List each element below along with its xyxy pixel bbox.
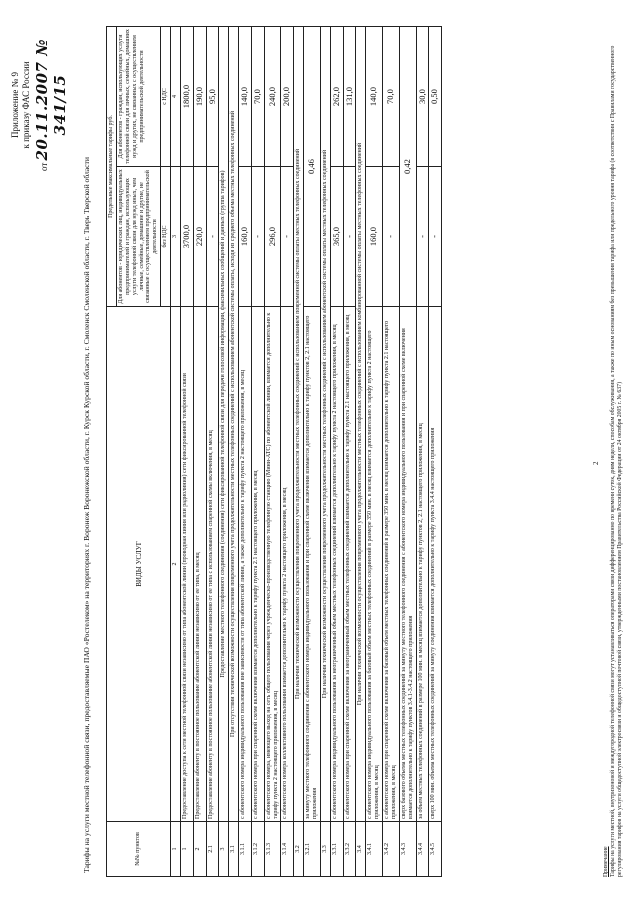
table-row bbox=[239, 26, 252, 876]
col-number-2: 2 bbox=[171, 307, 181, 822]
row-number: 3.4.3 bbox=[399, 822, 416, 877]
row-number: 3.4 bbox=[356, 822, 366, 877]
section-row bbox=[294, 26, 304, 876]
table-row bbox=[343, 26, 356, 876]
tariff-legal-entities: - bbox=[206, 167, 219, 307]
appendix-number: Приложение № 9 bbox=[10, 72, 20, 138]
tariff-legal-entities: 365,0 bbox=[330, 167, 343, 307]
table-row bbox=[206, 26, 219, 876]
service-description: Предоставление абоненту в постоянное пользование абонентской линии независимо от ее типа, в месяц bbox=[193, 307, 206, 822]
tariff-legal-entities: 220,0 bbox=[193, 167, 206, 307]
tariff-citizens: 95,0 bbox=[206, 26, 219, 166]
tariff-legal-entities: - bbox=[281, 167, 294, 307]
tariff-citizens: 190,0 bbox=[193, 26, 206, 166]
section-row bbox=[219, 26, 229, 876]
table-row bbox=[304, 26, 321, 876]
header-tariffs: Предельные максимальные тарифы руб. bbox=[107, 26, 117, 306]
tariff-citizens: 70,0 bbox=[382, 26, 399, 166]
note-block bbox=[603, 17, 625, 877]
service-description: с абонентского номера при спаренной схеме включения за неограниченный объем местных телефонных соединений взимается дополнительно к тарифу пункта 2.1 настоящего приложения, в месяц bbox=[343, 307, 356, 822]
note-text: Тарифы на услуги местной, внутризоновой и междугородной телефонной связи могут устанавливаться операторами связи дифференцированно по времени суток, дням недели, способам обслуживания, а также по иным основаниям без превышения тарифа или предельного уровня тарифа (в соответствии с Правилами государственного регулирования тарифов на услуги общедоступной электросвязи и общедоступной почтовой связи, утвержденными постановлением Правительства Российской Федерации от 24 октября 2005 г. № 637) bbox=[610, 45, 624, 877]
header-col-b: Для абонентов - граждан, использующих услуги телефонной связи для личных, семейных, домашних нужд и других, не связанных с осуществлением предпринимательской деятельности bbox=[116, 26, 160, 166]
row-number: 2 bbox=[193, 822, 206, 877]
tariff-citizens: 1800,0 bbox=[181, 26, 194, 166]
tariff-citizens: 30,0 bbox=[416, 26, 429, 166]
header-num: №№ пунктов bbox=[107, 822, 171, 877]
tariff-citizens: 140,0 bbox=[366, 26, 383, 166]
table-row bbox=[399, 26, 416, 876]
table-row bbox=[264, 26, 281, 876]
row-number: 3.2 bbox=[294, 822, 304, 877]
service-description: с абонентского номера при спаренной схеме включения за базовый объем местных телефонных соединений в размере 350 мин. в месяц взимается дополнительно к тарифу пункта 2.1 настоящего приложения, в месяц bbox=[382, 307, 399, 822]
service-description: сверх базового объема местных телефонных соединений за минуту местного телефонного соединения с абонентского номера индивидуального пользования и при спаренной схеме включения взимается дополнительно к тарифу пунктов 3.4.1-3.4.2 настоящего приложения bbox=[399, 307, 416, 822]
tariff-citizens: 200,0 bbox=[281, 26, 294, 166]
tariff-shared: 0,46 bbox=[304, 26, 321, 306]
row-number: 3 bbox=[219, 822, 229, 877]
row-number: 3.1 bbox=[229, 822, 239, 877]
service-description: Предоставление доступа к сети местной телефонной связи независимо от типа абонентской линии (проводная линия или радиолиния) сети фиксированной телефонной связи bbox=[181, 307, 194, 822]
tariff-citizens: 0,50 bbox=[429, 26, 442, 166]
section-row bbox=[320, 26, 330, 876]
table-row bbox=[281, 26, 294, 876]
row-number: 3.4.1 bbox=[366, 822, 383, 877]
row-number: 3.4.4 bbox=[416, 822, 429, 877]
tariff-citizens: 240,0 bbox=[264, 26, 281, 166]
tariff-legal-entities: - bbox=[429, 167, 442, 307]
tariff-legal-entities: 160,0 bbox=[366, 167, 383, 307]
header-service: ВИДЫ УСЛУГ bbox=[107, 307, 171, 822]
col-number-3: 3 bbox=[171, 167, 181, 307]
tariff-legal-entities: 3700,0 bbox=[181, 167, 194, 307]
table-row bbox=[251, 26, 264, 876]
row-number: 3.1.2 bbox=[251, 822, 264, 877]
page-number: 2 bbox=[592, 461, 600, 465]
handwritten-order-number: 20.11.2007 № 341/15 bbox=[32, 38, 70, 161]
table-row bbox=[366, 26, 383, 876]
section-title: При отсутствии технической возможности осуществления повременного учета продолжительности местных телефонных соединений с использованием абонентской системы оплаты, исходя из среднего объема местных телефонных соединений bbox=[229, 26, 239, 821]
service-description: за минуту местного телефонного соединения с абонентского номера индивидуального пользования и при спаренной схеме включения взимается дополнительно к тарифу пунктов 2, 2.1 настоящего приложения bbox=[304, 307, 321, 822]
table-row bbox=[382, 26, 399, 876]
row-number: 1 bbox=[181, 822, 194, 877]
note-label: Примечание bbox=[603, 846, 609, 877]
section-title: Предоставление местного телефонного соединения (соединения) сети фиксированной телефонной связи для передачи голосовой информации, факсимильных сообщений и данных (группа тарифов) bbox=[219, 26, 229, 821]
service-description: с абонентского номера коллективного пользования взимается дополнительно к тарифу пункта 2 настоящего приложения, в месяц bbox=[281, 307, 294, 822]
tariff-legal-entities: - bbox=[416, 167, 429, 307]
table-row bbox=[193, 26, 206, 876]
document-title: Тарифы на услуги местной телефонной связи, предоставляемые ПАО «Ростелеком» на территориях г. Воронеж Воронежской области, г. Курск Курской области, г. Смоленск Смоленской области, г. Тверь Тверской области bbox=[82, 157, 91, 873]
header-without-vat: без НДС bbox=[161, 167, 171, 307]
tariff-legal-entities: - bbox=[251, 167, 264, 307]
row-number: 3.1.3 bbox=[264, 822, 281, 877]
section-title: При наличии технической возможности осуществления повременного учета продолжительности местных телефонных соединений с использованием повременной системы оплаты местных телефонных соединений bbox=[294, 26, 304, 821]
col-number-1: 1 bbox=[171, 822, 181, 877]
table-row bbox=[181, 26, 194, 876]
service-description: с абонентского номера индивидуального пользования за базовый объем местных телефонных соединений в размере 350 мин. в месяц взимается дополнительно к тарифу пункта 2 настоящего приложения, в месяц bbox=[366, 307, 383, 822]
appendix-date-prefix: от bbox=[38, 162, 49, 172]
tariff-table bbox=[106, 26, 442, 877]
row-number: 3.1.1 bbox=[239, 822, 252, 877]
service-description: за объем местных телефонных соединений в размере 100 мин. в месяц взимается дополнительно к тарифу пунктов 2, 2.1 настоящего приложения, в месяц bbox=[416, 307, 429, 822]
tariff-shared: 0,42 bbox=[399, 26, 416, 306]
row-number: 3.3.1 bbox=[330, 822, 343, 877]
tariff-table-body bbox=[181, 26, 442, 876]
tariff-legal-entities: - bbox=[343, 167, 356, 307]
section-row bbox=[356, 26, 366, 876]
row-number: 3.4.5 bbox=[429, 822, 442, 877]
service-description: Предоставление абоненту в постоянное пользование абонентской линии независимо от ее типа с использованием спаренной схемы включения, в месяц bbox=[206, 307, 219, 822]
header-col-a: Для абонентов - юридических лиц, индивидуальных предпринимателей и граждан, использующих услуги телефонной связи для нужд иных, чем личные, семейные, домашние и другие, не связанные с осуществлением предпринимательской деятельности bbox=[116, 167, 160, 307]
table-row bbox=[429, 26, 442, 876]
row-number: 3.3.2 bbox=[343, 822, 356, 877]
section-title: При наличии технической возможности осуществления повременного учета продолжительности местных телефонных соединений с использованием абонентской системы оплаты местных телефонных соединений bbox=[320, 26, 330, 821]
appendix-block bbox=[10, 20, 70, 190]
tariff-citizens: 140,0 bbox=[239, 26, 252, 166]
tariff-citizens: 131,0 bbox=[343, 26, 356, 166]
service-description: с абонентского номера при спаренной схеме включения взимается дополнительно к тарифу пункта 2.1 настоящего приложения, в месяц bbox=[251, 307, 264, 822]
section-row bbox=[229, 26, 239, 876]
table-row bbox=[330, 26, 343, 876]
appendix-order: к приказу ФАС России bbox=[21, 61, 32, 149]
table-row bbox=[416, 26, 429, 876]
tariff-citizens: 262,0 bbox=[330, 26, 343, 166]
service-description: с абонентского номера, имеющего выход на сеть общего пользования через учрежденческо-производственную телефонную станцию (Мини-АТС) по абонентской линии, взимается дополнительно к тарифу пункта 2 настоящего приложения, в месяц bbox=[264, 307, 281, 822]
tariff-legal-entities: 296,0 bbox=[264, 167, 281, 307]
service-description: с абонентского номера индивидуального пользования за неограниченный объем местных телефонных соединений взимается дополнительно к тарифу пункта 2 настоящего приложения, в месяц bbox=[330, 307, 343, 822]
tariff-legal-entities: 160,0 bbox=[239, 167, 252, 307]
row-number: 3.2.1 bbox=[304, 822, 321, 877]
row-number: 3.3 bbox=[320, 822, 330, 877]
row-number: 3.1.4 bbox=[281, 822, 294, 877]
row-number: 3.4.2 bbox=[382, 822, 399, 877]
section-title: При наличии технической возможности осуществления повременного учета продолжительности местных телефонных соединений с использованием комбинированной системы оплаты местных телефонных соединений bbox=[356, 26, 366, 821]
service-description: с абонентского номера индивидуального пользования вне зависимости от типа абонентской линии, а также дополнительно к тарифу пункта 2 настоящего приложения, в месяц bbox=[239, 307, 252, 822]
service-description: сверх 100 мин. объема местных телефонных соединений за минуту соединения взимается дополнительно к тарифу пункта 3.4.4 настоящего приложения bbox=[429, 307, 442, 822]
col-number-4: 4 bbox=[171, 26, 181, 166]
tariff-citizens: 70,0 bbox=[251, 26, 264, 166]
tariff-legal-entities: - bbox=[382, 167, 399, 307]
header-with-vat: с НДС bbox=[161, 26, 171, 166]
row-number: 2.1 bbox=[206, 822, 219, 877]
